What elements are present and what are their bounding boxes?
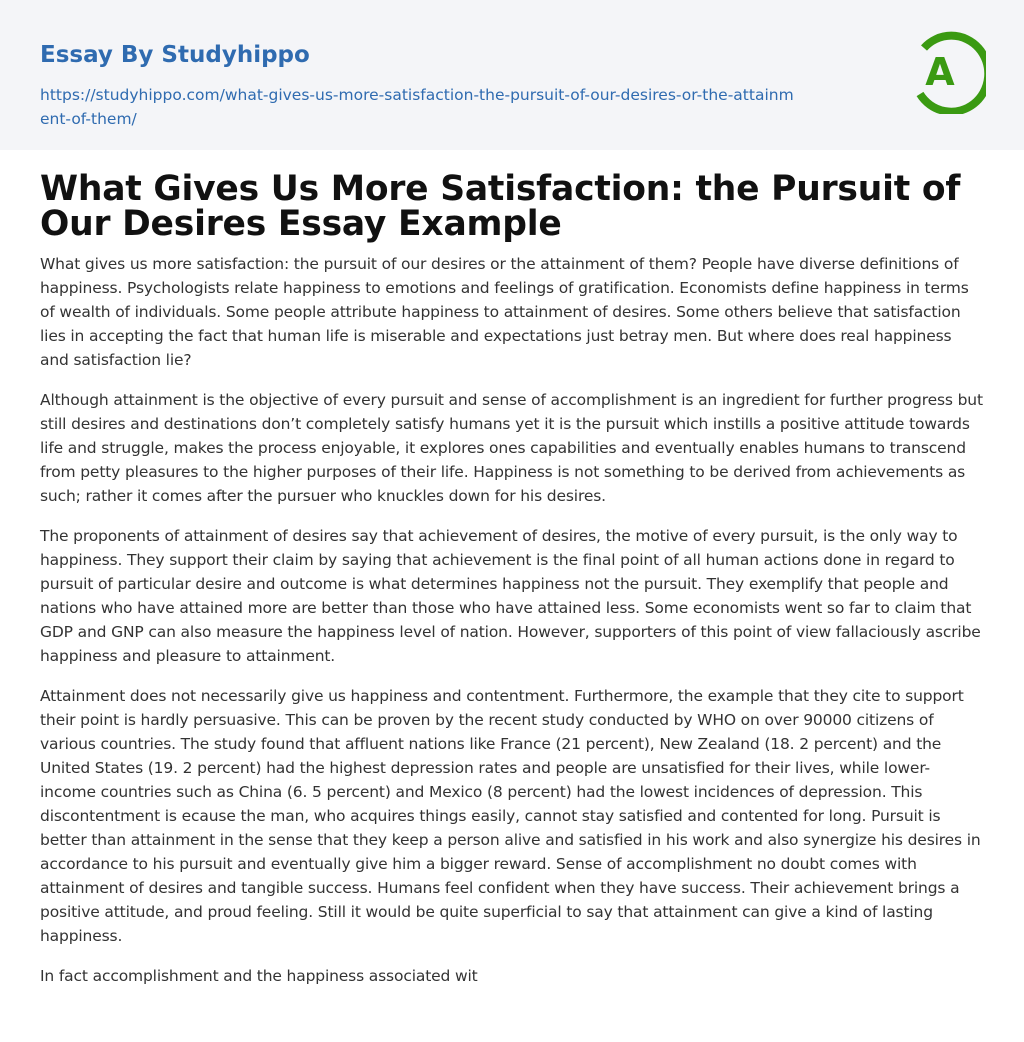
essay-paragraph: What gives us more satisfaction: the pursuit of our desires or the attainment of them? People have diverse definitions of happiness. Psychologists relate happiness to emotions and feelings of gratification. Economists define happiness in terms of wealth of individuals. Some people attribute happiness to attainment of desires. Some others believe that satisfaction lies in accepting the fact that human life is miserable and expectations just betray men. But where does real happiness and satisfaction lie? [40, 255, 969, 369]
site-title[interactable]: Essay By Studyhippo [40, 42, 310, 68]
essay-paragraph: The proponents of attainment of desires say that achievement of desires, the motive of every pursuit, is the only way to happiness. They support their claim by saying that achievement is the final point of all human actions done in regard to pursuit of particular desire and outcome is what determines happiness not the pursuit. They exemplify that people and nations who have attained more are better than those who have attained less. Some economists went so far to claim that GDP and GNP can also measure the happiness level of nation. However, supporters of this point of view fallaciously ascribe happiness and pleasure to attainment. [40, 527, 981, 665]
essay-title: What Gives Us More Satisfaction: the Pursuit of Our Desires Essay Example [40, 169, 961, 244]
studyhippo-logo-icon[interactable] [912, 30, 986, 114]
essay-paragraph: Attainment does not necessarily give us happiness and contentment. Furthermore, the example that they cite to support their point is hardly persuasive. This can be proven by the recent study conducted by WHO on over 90000 citizens of various countries. The study found that affluent nations like France (21 percent), New Zealand (18. 2 percent) and the United States (19. 2 percent) had the highest depression rates and people are unsatisfied for their lives, while lower-income countries such as China (6. 5 percent) and Mexico (8 percent) had the lowest incidences of depression. This discontentment is ecause the man, who acquires things easily, cannot stay satisfied and contented for long. Pursuit is better than attainment in the sense that they keep a person alive and satisfied in his work and also synergize his desires in accordance to his pursuit and eventually give him a bigger reward. Sense of accomplishment no doubt comes with attainment of desires and tangible success. Humans feel confident when they have success. Their achievement brings a positive attitude, and proud feeling. Still it would be quite superficial to say that attainment can give a kind of lasting happiness. [40, 687, 981, 945]
essay-paragraph: In fact accomplishment and the happiness associated wit [40, 967, 478, 985]
site-header [0, 0, 1024, 150]
essay-body [40, 252, 984, 988]
essay-paragraph: Although attainment is the objective of every pursuit and sense of accomplishment is an ingredient for further progress but still desires and destinations don’t completely satisfy humans yet it is the pursuit which instills a positive attitude towards life and struggle, makes the process enjoyable, it explores ones capabilities and eventually enables humans to transcend from petty pleasures to the higher purposes of their life. Happiness is not something to be derived from achievements as such; rather it comes after the pursuer who knuckles down for his desires. [40, 391, 983, 505]
main-content [0, 169, 1024, 988]
source-url-link[interactable]: https://studyhippo.com/what-gives-us-more-satisfaction-the-pursuit-of-our-desires-or-the-attainment-of-them/ [40, 86, 794, 128]
logo-letter: A [925, 50, 955, 94]
